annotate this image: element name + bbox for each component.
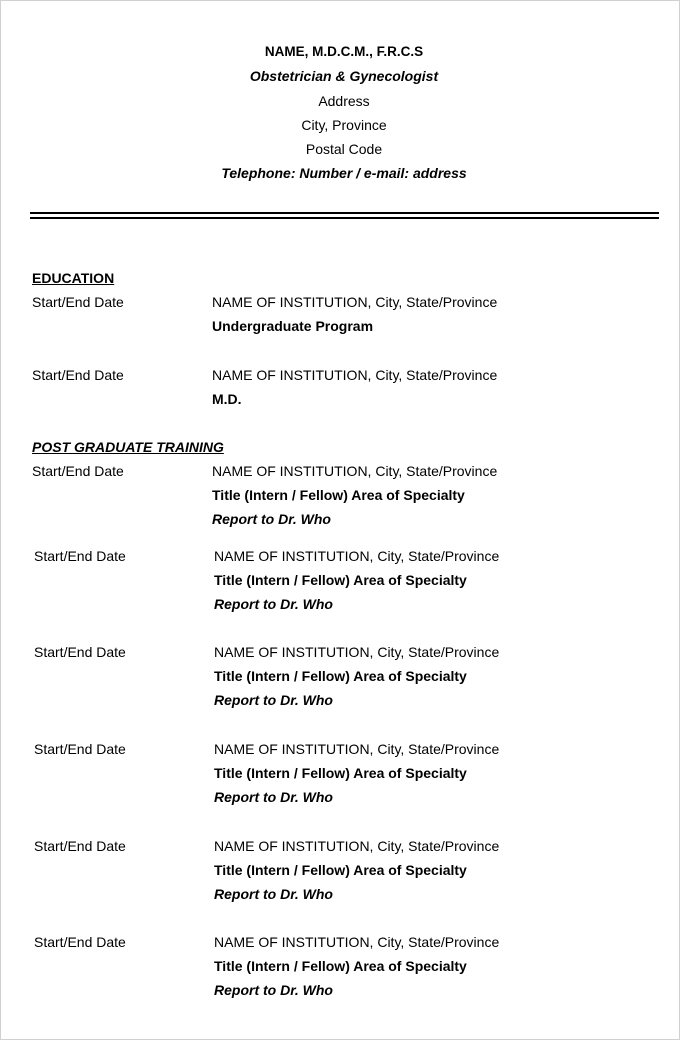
- entry-detail: [214, 737, 499, 810]
- entry-detail: [212, 459, 497, 532]
- degree: Undergraduate Program: [212, 318, 374, 335]
- report-to: Report to Dr. Who: [214, 982, 333, 999]
- role: Title (Intern / Fellow) Area of Specialty: [214, 958, 467, 975]
- entry-detail: [214, 640, 499, 713]
- report-to: Report to Dr. Who: [214, 886, 333, 903]
- entry-date: Start/End Date: [32, 463, 124, 479]
- entry-date: Start/End Date: [32, 367, 124, 383]
- institution: NAME OF INSTITUTION, City, State/Province: [214, 548, 500, 564]
- specialty: Obstetrician & Gynecologist: [249, 68, 439, 85]
- entry-detail: [214, 834, 499, 907]
- postal-line: Postal Code: [305, 141, 383, 158]
- entry-date: Start/End Date: [34, 934, 126, 950]
- institution: NAME OF INSTITUTION, City, State/Province: [214, 741, 500, 757]
- institution: NAME OF INSTITUTION, City, State/Province: [212, 367, 498, 383]
- entry-detail: [214, 544, 499, 617]
- entry-date: Start/End Date: [34, 548, 126, 564]
- entry-detail: [212, 290, 497, 338]
- institution: NAME OF INSTITUTION, City, State/Province: [214, 644, 500, 660]
- role: Title (Intern / Fellow) Area of Specialty: [214, 668, 467, 685]
- entry-detail: [214, 930, 499, 1003]
- institution: NAME OF INSTITUTION, City, State/Province: [212, 294, 498, 310]
- role: Title (Intern / Fellow) Area of Specialty: [212, 487, 465, 504]
- role: Title (Intern / Fellow) Area of Specialty: [214, 572, 467, 589]
- doctor-name: NAME, M.D.C.M., F.R.C.S: [264, 44, 424, 59]
- degree: M.D.: [212, 391, 242, 408]
- report-to: Report to Dr. Who: [212, 511, 331, 528]
- entry-detail: [212, 363, 497, 411]
- role: Title (Intern / Fellow) Area of Specialty: [214, 765, 467, 782]
- report-to: Report to Dr. Who: [214, 789, 333, 806]
- report-to: Report to Dr. Who: [214, 596, 333, 613]
- entry-date: Start/End Date: [34, 644, 126, 660]
- institution: NAME OF INSTITUTION, City, State/Province: [214, 838, 500, 854]
- role: Title (Intern / Fellow) Area of Specialty: [214, 862, 467, 879]
- training-heading: POST GRADUATE TRAINING: [32, 439, 224, 455]
- entry-date: Start/End Date: [34, 741, 126, 757]
- institution: NAME OF INSTITUTION, City, State/Province: [214, 934, 500, 950]
- header-divider-bottom: [30, 217, 659, 219]
- header-divider-top: [30, 212, 659, 214]
- entry-date: Start/End Date: [32, 294, 124, 310]
- contact-line: Telephone: Number / e-mail: address: [221, 165, 467, 182]
- entry-date: Start/End Date: [34, 838, 126, 854]
- education-heading: EDUCATION: [32, 270, 115, 286]
- city-line: City, Province: [301, 116, 387, 133]
- address-line: Address: [318, 92, 370, 109]
- report-to: Report to Dr. Who: [214, 692, 333, 709]
- institution: NAME OF INSTITUTION, City, State/Province: [212, 463, 498, 479]
- resume-header: [0, 40, 680, 186]
